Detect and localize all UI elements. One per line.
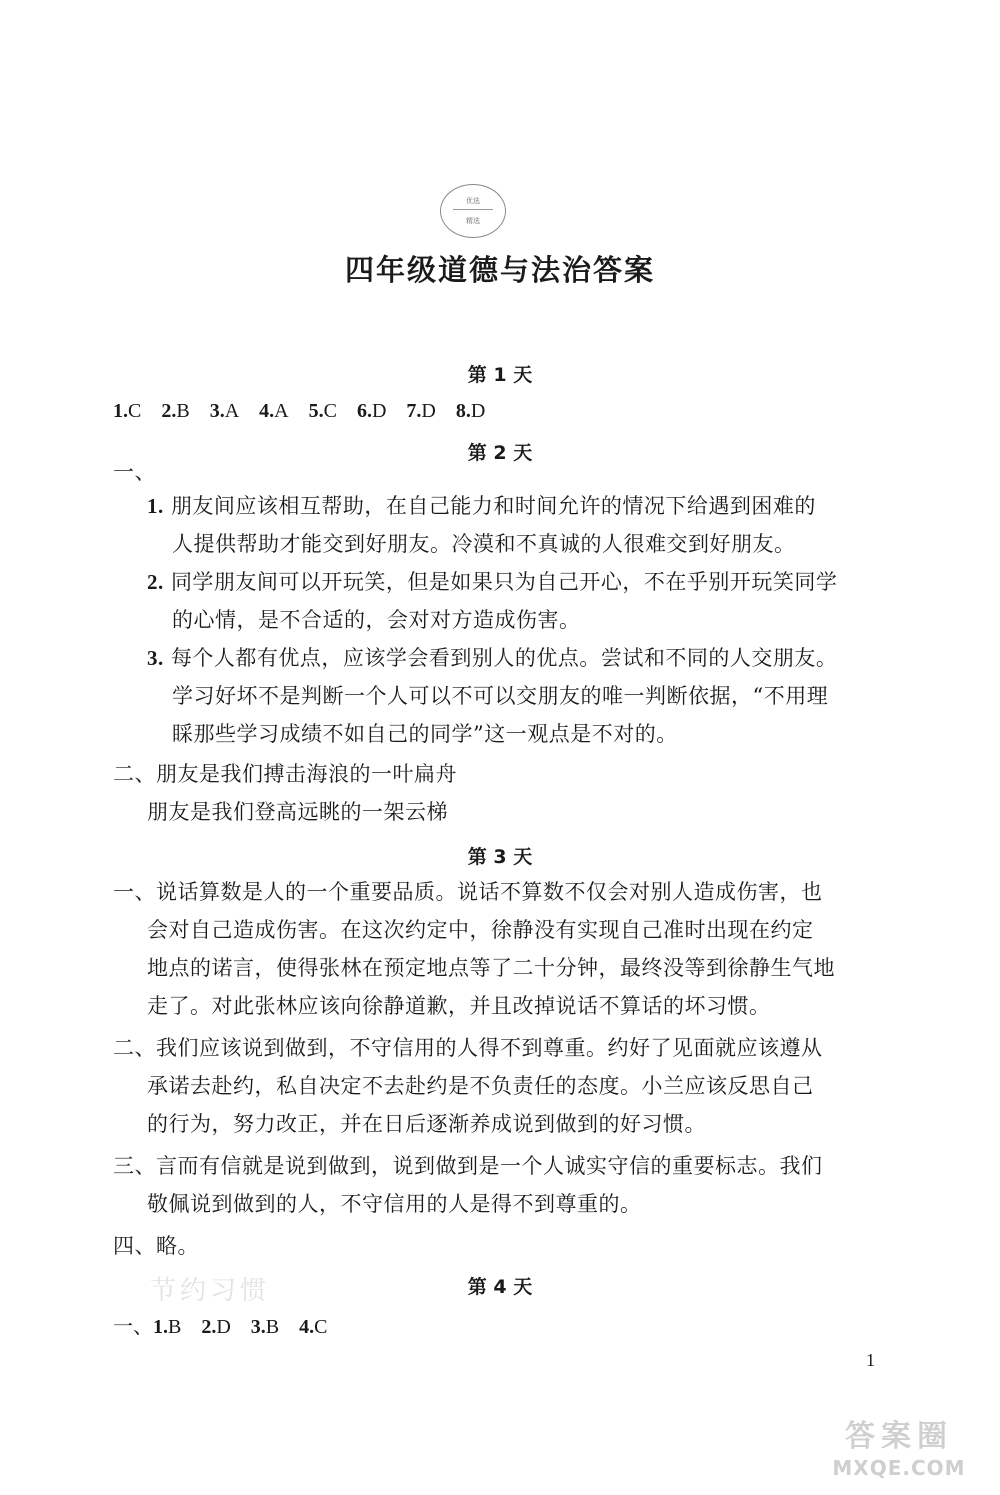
answer-item: 3.B xyxy=(250,1316,280,1338)
watermark-url: MXQE.COM xyxy=(832,1456,966,1480)
section-label: 一、 xyxy=(113,460,156,484)
paragraph-line: 二、朋友是我们搏击海浪的一叶扁舟 xyxy=(113,762,457,786)
answer-item: 4.A xyxy=(259,400,289,422)
stamp-line2 xyxy=(453,209,493,214)
paragraph-line: 朋友是我们登高远眺的一架云梯 xyxy=(147,800,448,824)
paragraph-line: 的行为，努力改正，并在日后逐渐养成说到做到的好习惯。 xyxy=(147,1112,706,1136)
day1-answers xyxy=(113,400,485,423)
day1-heading: 第 1 天 xyxy=(467,364,533,386)
paragraph-line: 三、言而有信就是说到做到，说到做到是一个人诚实守信的重要标志。我们 xyxy=(113,1154,823,1178)
stamp-line1: 优选 xyxy=(466,196,480,205)
day4-heading: 第 4 天 xyxy=(467,1276,533,1298)
page-number: 1 xyxy=(866,1350,875,1370)
answer-item: 1.B xyxy=(153,1316,182,1338)
paragraph-line: 睬那些学习成绩不如自己的同学”这一观点是不对的。 xyxy=(172,722,678,746)
day2-heading: 第 2 天 xyxy=(467,442,533,464)
paragraph-line: 敬佩说到做到的人，不守信用的人是得不到尊重的。 xyxy=(147,1192,642,1216)
paragraph-line: 的心情，是不合适的，会对对方造成伤害。 xyxy=(172,608,581,632)
paragraph-line: 二、我们应该说到做到，不守信用的人得不到尊重。约好了见面就应该遵从 xyxy=(113,1036,823,1060)
paragraph-line: 1. 朋友间应该相互帮助，在自己能力和时间允许的情况下给遇到困难的 xyxy=(147,494,816,518)
answer-item: 8.D xyxy=(455,400,486,422)
paragraph-line: 会对自己造成伤害。在这次约定中，徐静没有实现自己准时出现在约定 xyxy=(147,918,814,942)
answer-item: 2.D xyxy=(201,1316,231,1338)
watermark-logo xyxy=(814,1418,984,1484)
paragraph-line: 3. 每个人都有优点，应该学会看到别人的优点。尝试和不同的人交朋友。 xyxy=(147,646,838,670)
stamp-line3: 精选 xyxy=(466,216,480,225)
paragraph-line: 一、说话算数是人的一个重要品质。说话不算数不仅会对别人造成伤害，也 xyxy=(113,880,823,904)
watermark-title: 答案圈 xyxy=(845,1419,953,1454)
paragraph-line: 四、略。 xyxy=(113,1234,199,1258)
paragraph-line: 地点的诺言，使得张林在预定地点等了二十分钟，最终没等到徐静生气地 xyxy=(147,956,835,980)
seal-stamp xyxy=(440,184,506,238)
day4-answers: 一、1.B 2.D 3.B 4.C xyxy=(113,1316,328,1338)
paragraph-line: 走了。对此张林应该向徐静道歉，并且改掉说话不算话的坏习惯。 xyxy=(147,994,771,1018)
answer-item: 1.C xyxy=(113,400,142,422)
answer-item: 6.D xyxy=(356,400,387,422)
paragraph-line: 2. 同学朋友间可以开玩笑，但是如果只为自己开心，不在乎别开玩笑同学 xyxy=(147,570,838,594)
paragraph-line: 人提供帮助才能交到好朋友。冷漠和不真诚的人很难交到好朋友。 xyxy=(172,532,796,556)
paragraph-line: 承诺去赴约，私自决定不去赴约是不负责任的态度。小兰应该反思自己 xyxy=(147,1074,814,1098)
answer-item: 7.D xyxy=(406,400,436,422)
bleed-through-text: 节约习惯 xyxy=(150,1276,271,1306)
answer-item: 4.C xyxy=(299,1316,328,1338)
answer-item: 5.C xyxy=(308,400,337,422)
answer-item: 3.A xyxy=(209,400,240,422)
day3-heading: 第 3 天 xyxy=(467,846,533,868)
paragraph-line: 学习好坏不是判断一个人可以不可以交朋友的唯一判断依据，“不用理 xyxy=(172,684,829,708)
page-title: 四年级道德与法治答案 xyxy=(344,253,655,287)
answer-item: 2.B xyxy=(161,400,190,422)
